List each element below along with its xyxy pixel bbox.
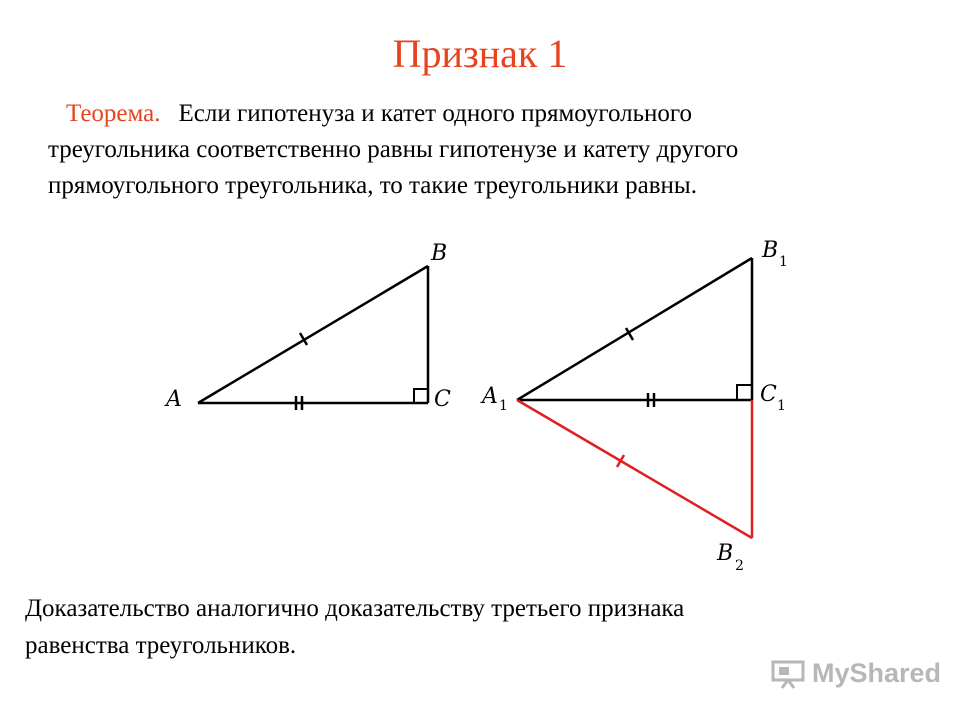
side-a1b1 <box>517 258 752 400</box>
page-title: Признак 1 <box>392 31 568 76</box>
label-b: B <box>431 241 448 266</box>
label-a1: A <box>482 384 498 409</box>
label-b2-sub: 2 <box>735 558 744 574</box>
label-a: A <box>166 387 182 412</box>
triangle-abc <box>198 266 428 410</box>
label-c1-sub: 1 <box>777 398 786 414</box>
right-angle-mark-c1 <box>737 385 752 400</box>
label-b2: B <box>717 541 734 566</box>
theorem-line-3: прямоугольного треугольника, то такие треугольники равны. <box>48 172 697 199</box>
watermark <box>770 658 941 689</box>
label-c: C <box>434 387 451 412</box>
theorem-line-2: треугольника соответственно равны гипотенузе и катету другого <box>48 136 739 163</box>
right-angle-mark-c <box>414 389 428 403</box>
label-b1-sub: 1 <box>779 254 788 270</box>
projector-screen-icon <box>770 659 806 689</box>
proof-line-2: равенства треугольников. <box>25 632 297 659</box>
construction-a1b2c1 <box>517 400 752 538</box>
watermark-text: MyShared <box>812 658 942 688</box>
proof-line-1: Доказательство аналогично доказательству третьего признака <box>25 595 685 622</box>
theorem-label: Теорема. <box>66 100 161 127</box>
label-b1: B <box>762 238 779 263</box>
proof-text <box>25 590 925 664</box>
triangle-a1b1c1 <box>517 258 752 407</box>
label-c1: C <box>760 382 777 407</box>
label-a1-sub: 1 <box>499 398 508 414</box>
side-ab <box>198 266 428 403</box>
theorem-line-1: Теорема. Если гипотенуза и катет одного прямоугольного <box>66 100 693 127</box>
side-a1b2 <box>517 400 752 538</box>
